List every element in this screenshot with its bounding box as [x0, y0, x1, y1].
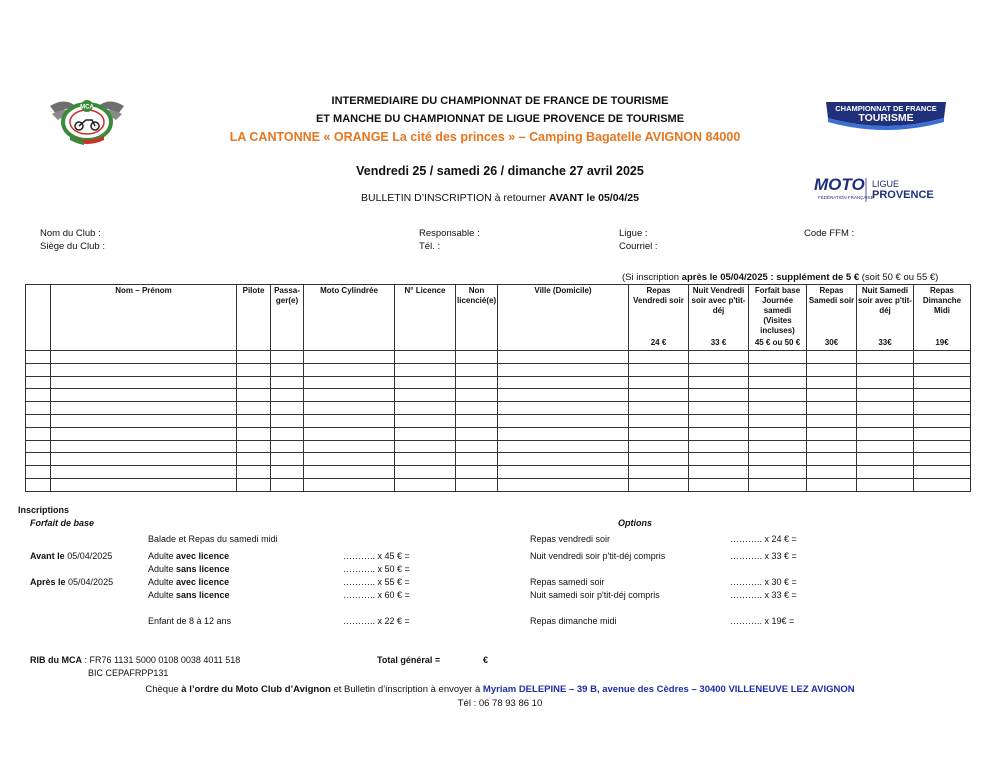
- table-cell[interactable]: [395, 466, 456, 479]
- table-cell[interactable]: [304, 478, 395, 491]
- footer-phone: Tél : 06 78 93 86 10: [457, 698, 543, 709]
- label-responsable: Responsable :: [419, 228, 480, 239]
- table-row: [26, 376, 971, 389]
- table-cell[interactable]: [689, 453, 749, 466]
- table-cell[interactable]: [26, 376, 51, 389]
- column-header: [304, 285, 395, 351]
- table-cell[interactable]: [26, 440, 51, 453]
- table-row: [26, 402, 971, 415]
- bulletin-deadline: BULLETIN D’INSCRIPTION à retourner AVANT le 05/04/25: [361, 192, 639, 204]
- table-cell[interactable]: [456, 389, 498, 402]
- championnat-france-tourisme-logo: [822, 100, 950, 132]
- total-label: Total général =: [377, 655, 441, 665]
- calc-apres-avec[interactable]: ……….. x 55 € =: [343, 577, 410, 587]
- table-cell[interactable]: [749, 363, 807, 376]
- table-cell[interactable]: [26, 351, 51, 364]
- column-header-label: Ville (Domicile): [534, 286, 592, 295]
- table-cell[interactable]: [689, 363, 749, 376]
- column-header-label: N° Licence: [404, 286, 446, 295]
- table-cell[interactable]: [271, 363, 304, 376]
- table-cell[interactable]: [914, 363, 971, 376]
- table-cell[interactable]: [237, 478, 271, 491]
- table-cell[interactable]: [271, 376, 304, 389]
- table-cell[interactable]: [749, 453, 807, 466]
- table-cell[interactable]: [807, 453, 857, 466]
- table-cell[interactable]: [304, 427, 395, 440]
- option-calc[interactable]: ……….. x 33 € =: [730, 551, 797, 561]
- table-cell[interactable]: [807, 363, 857, 376]
- label-tel: Tél. :: [419, 241, 441, 252]
- column-header: [26, 285, 51, 351]
- rib-line: RIB du MCA : FR76 1131 5000 0108 0038 4011 518: [30, 655, 241, 665]
- table-cell[interactable]: [914, 466, 971, 479]
- table-cell[interactable]: [749, 389, 807, 402]
- column-header-price: 24 €: [650, 338, 667, 347]
- table-cell[interactable]: [498, 453, 629, 466]
- table-cell[interactable]: [629, 427, 689, 440]
- adulte-avec-apres: Adulte avec licence: [148, 577, 230, 587]
- svg-text:LIGUE: LIGUE: [872, 179, 900, 189]
- table-cell[interactable]: [857, 389, 914, 402]
- table-row: [26, 478, 971, 491]
- option-calc[interactable]: ……….. x 33 € =: [730, 590, 797, 600]
- table-cell[interactable]: [51, 351, 237, 364]
- table-row: [26, 466, 971, 479]
- table-cell[interactable]: [749, 402, 807, 415]
- moto-club-avignon-logo: [48, 92, 126, 148]
- table-cell[interactable]: [304, 466, 395, 479]
- table-row: [26, 427, 971, 440]
- table-cell[interactable]: [51, 402, 237, 415]
- column-header-label: Non licencié(e): [457, 286, 497, 305]
- total-currency: €: [483, 655, 489, 665]
- column-header: [629, 285, 689, 351]
- table-cell[interactable]: [629, 478, 689, 491]
- table-cell[interactable]: [26, 427, 51, 440]
- table-cell[interactable]: [51, 440, 237, 453]
- table-cell[interactable]: [857, 478, 914, 491]
- table-cell[interactable]: [749, 351, 807, 364]
- label-code-ffm: Code FFM :: [804, 228, 855, 239]
- table-cell[interactable]: [26, 453, 51, 466]
- column-header: [51, 285, 237, 351]
- table-cell[interactable]: [271, 351, 304, 364]
- table-cell[interactable]: [807, 376, 857, 389]
- table-cell[interactable]: [237, 389, 271, 402]
- table-cell[interactable]: [456, 402, 498, 415]
- table-cell[interactable]: [304, 402, 395, 415]
- table-cell[interactable]: [629, 453, 689, 466]
- table-cell[interactable]: [749, 466, 807, 479]
- table-cell[interactable]: [271, 389, 304, 402]
- option-label: Repas dimanche midi: [530, 616, 617, 626]
- svg-text:PROVENCE: PROVENCE: [872, 189, 934, 201]
- table-cell[interactable]: [857, 402, 914, 415]
- table-cell[interactable]: [629, 466, 689, 479]
- table-cell[interactable]: [689, 478, 749, 491]
- table-cell[interactable]: [237, 376, 271, 389]
- table-cell[interactable]: [51, 466, 237, 479]
- balade-label: Balade et Repas du samedi midi: [148, 534, 278, 544]
- late-supplement-note: (Si inscription après le 05/04/2025 : supplément de 5 € (soit 50 € ou 55 €): [622, 272, 939, 283]
- table-cell[interactable]: [498, 402, 629, 415]
- table-cell[interactable]: [304, 363, 395, 376]
- table-cell[interactable]: [914, 376, 971, 389]
- svg-text:FÉDÉRATION FRANÇAISE: FÉDÉRATION FRANÇAISE: [818, 195, 874, 200]
- table-cell[interactable]: [51, 376, 237, 389]
- calc-avant-avec[interactable]: ……….. x 45 € =: [343, 551, 410, 561]
- table-cell[interactable]: [304, 440, 395, 453]
- table-cell[interactable]: [498, 376, 629, 389]
- table-cell[interactable]: [857, 440, 914, 453]
- column-header-label: Forfait base Journée samedi (Visites incluses): [754, 286, 801, 335]
- table-cell[interactable]: [271, 478, 304, 491]
- calc-enfant[interactable]: ……….. x 22 € =: [343, 616, 410, 626]
- table-cell[interactable]: [237, 440, 271, 453]
- table-cell[interactable]: [304, 351, 395, 364]
- column-header-label: Repas Vendredi soir: [633, 286, 684, 305]
- table-cell[interactable]: [689, 351, 749, 364]
- table-cell[interactable]: [498, 363, 629, 376]
- table-cell[interactable]: [395, 351, 456, 364]
- column-header: [498, 285, 629, 351]
- table-cell[interactable]: [271, 440, 304, 453]
- table-cell[interactable]: [629, 376, 689, 389]
- table-cell[interactable]: [395, 427, 456, 440]
- table-cell[interactable]: [689, 376, 749, 389]
- column-header-price: 45 € ou 50 €: [754, 338, 801, 347]
- table-cell[interactable]: [271, 402, 304, 415]
- table-cell[interactable]: [689, 427, 749, 440]
- column-header-price: 33€: [878, 338, 892, 347]
- table-cell[interactable]: [395, 376, 456, 389]
- table-cell[interactable]: [629, 414, 689, 427]
- table-cell[interactable]: [456, 427, 498, 440]
- table-cell[interactable]: [749, 427, 807, 440]
- svg-text:MOTO: MOTO: [814, 175, 865, 194]
- svg-text:CHAMPIONNAT DE FRANCE: CHAMPIONNAT DE FRANCE: [835, 104, 937, 113]
- table-cell[interactable]: [857, 427, 914, 440]
- table-cell[interactable]: [237, 453, 271, 466]
- forfait-heading: Forfait de base: [30, 518, 95, 528]
- title-line-2: ET MANCHE DU CHAMPIONNAT DE LIGUE PROVENCE DE TOURISME: [315, 113, 685, 125]
- table-cell[interactable]: [498, 427, 629, 440]
- table-cell[interactable]: [395, 478, 456, 491]
- column-header: [749, 285, 807, 351]
- label-siege-club: Siège du Club :: [40, 241, 105, 252]
- option-calc[interactable]: ……….. x 19€ =: [730, 616, 795, 626]
- column-header-price: 30€: [824, 338, 839, 347]
- ffm-ligue-provence-logo: [812, 172, 942, 210]
- column-header: [456, 285, 498, 351]
- option-calc[interactable]: ……….. x 24 € =: [730, 534, 797, 544]
- table-cell[interactable]: [629, 351, 689, 364]
- column-header-label: Nuit Vendredi soir avec p'tit-déj: [691, 286, 746, 315]
- column-header: [237, 285, 271, 351]
- table-cell[interactable]: [857, 414, 914, 427]
- adulte-avec-avant: Adulte avec licence: [148, 551, 230, 561]
- table-cell[interactable]: [456, 376, 498, 389]
- table-cell[interactable]: [629, 402, 689, 415]
- column-header-price: 33 €: [710, 338, 727, 347]
- adulte-sans-avant: Adulte sans licence: [148, 564, 230, 574]
- table-cell[interactable]: [807, 402, 857, 415]
- table-cell[interactable]: [689, 414, 749, 427]
- table-cell[interactable]: [395, 440, 456, 453]
- table-cell[interactable]: [51, 427, 237, 440]
- event-location-title: LA CANTONNE « ORANGE La cité des princes » – Camping Bagatelle AVIGNON 84000: [229, 130, 741, 144]
- table-cell[interactable]: [237, 402, 271, 415]
- table-cell[interactable]: [749, 414, 807, 427]
- table-cell[interactable]: [807, 478, 857, 491]
- table-cell[interactable]: [395, 414, 456, 427]
- table-row: [26, 389, 971, 402]
- table-cell[interactable]: [304, 389, 395, 402]
- column-header-label: Nuit Samedi soir avec p'tit-déj: [858, 286, 912, 315]
- column-header: [857, 285, 914, 351]
- table-cell[interactable]: [456, 453, 498, 466]
- table-cell[interactable]: [914, 389, 971, 402]
- table-cell[interactable]: [395, 363, 456, 376]
- registration-table: [25, 284, 971, 492]
- table-cell[interactable]: [629, 389, 689, 402]
- table-header-row: [26, 285, 971, 351]
- table-cell[interactable]: [857, 466, 914, 479]
- footer-address: Chèque à l’ordre du Moto Club d’Avignon et Bulletin d’inscription à envoyer à Myriam DELEPINE – 39 B, avenue des Cèdres – 30400 VILLENEUVE LEZ AVIGNON: [145, 684, 855, 695]
- column-header-price: 19€: [935, 338, 949, 347]
- table-cell[interactable]: [26, 363, 51, 376]
- table-cell[interactable]: [456, 351, 498, 364]
- column-header-label: Repas Samedi soir: [808, 286, 855, 305]
- column-header: [689, 285, 749, 351]
- table-cell[interactable]: [304, 453, 395, 466]
- bic-line: BIC CEPAFRPP131: [88, 668, 169, 678]
- table-cell[interactable]: [689, 402, 749, 415]
- enfant-label: Enfant de 8 à 12 ans: [148, 616, 232, 626]
- table-cell[interactable]: [271, 427, 304, 440]
- table-cell[interactable]: [51, 363, 237, 376]
- table-cell[interactable]: [498, 466, 629, 479]
- label-nom-club: Nom du Club :: [40, 228, 101, 239]
- table-cell[interactable]: [749, 478, 807, 491]
- title-line-1: INTERMEDIAIRE DU CHAMPIONNAT DE FRANCE DE TOURISME: [331, 95, 669, 107]
- table-cell[interactable]: [857, 453, 914, 466]
- table-cell[interactable]: [914, 402, 971, 415]
- table-cell[interactable]: [271, 466, 304, 479]
- option-label: Nuit samedi soir p'tit-déj compris: [530, 590, 660, 600]
- table-cell[interactable]: [689, 466, 749, 479]
- column-header: [807, 285, 857, 351]
- table-cell[interactable]: [629, 440, 689, 453]
- table-cell[interactable]: [26, 478, 51, 491]
- table-cell[interactable]: [304, 414, 395, 427]
- column-header-label: Repas Dimanche Midi: [922, 286, 962, 315]
- table-cell[interactable]: [914, 440, 971, 453]
- table-cell[interactable]: [304, 376, 395, 389]
- table-row: [26, 453, 971, 466]
- label-ligue: Ligue :: [619, 228, 648, 239]
- table-cell[interactable]: [26, 402, 51, 415]
- options-heading: Options: [618, 518, 652, 528]
- table-cell[interactable]: [456, 414, 498, 427]
- table-cell[interactable]: [456, 478, 498, 491]
- table-cell[interactable]: [807, 389, 857, 402]
- table-cell[interactable]: [237, 363, 271, 376]
- table-cell[interactable]: [456, 440, 498, 453]
- calc-apres-sans[interactable]: ……….. x 60 € =: [343, 590, 410, 600]
- event-dates: Vendredi 25 / samedi 26 / dimanche 27 avril 2025: [356, 164, 644, 178]
- table-cell[interactable]: [807, 427, 857, 440]
- table-cell[interactable]: [498, 440, 629, 453]
- table-cell[interactable]: [51, 453, 237, 466]
- table-row: [26, 440, 971, 453]
- table-cell[interactable]: [807, 351, 857, 364]
- table-cell[interactable]: [914, 427, 971, 440]
- column-header: [395, 285, 456, 351]
- table-cell[interactable]: [857, 376, 914, 389]
- table-cell[interactable]: [498, 478, 629, 491]
- table-cell[interactable]: [51, 478, 237, 491]
- adulte-sans-apres: Adulte sans licence: [148, 590, 230, 600]
- label-courriel: Courriel :: [619, 241, 658, 252]
- column-header: [914, 285, 971, 351]
- table-cell[interactable]: [857, 363, 914, 376]
- column-header-label: Pilote: [242, 286, 265, 295]
- table-cell[interactable]: [749, 376, 807, 389]
- table-cell[interactable]: [498, 389, 629, 402]
- table-cell[interactable]: [237, 414, 271, 427]
- table-cell[interactable]: [689, 389, 749, 402]
- option-label: Repas samedi soir: [530, 577, 605, 587]
- inscriptions-heading: Inscriptions: [18, 505, 70, 515]
- table-cell[interactable]: [456, 466, 498, 479]
- table-row: [26, 363, 971, 376]
- table-cell[interactable]: [237, 427, 271, 440]
- table-cell[interactable]: [914, 478, 971, 491]
- table-cell[interactable]: [857, 351, 914, 364]
- table-cell[interactable]: [749, 440, 807, 453]
- table-cell[interactable]: [914, 414, 971, 427]
- table-cell[interactable]: [395, 402, 456, 415]
- option-label: Nuit vendredi soir p'tit-déj compris: [530, 551, 666, 561]
- table-cell[interactable]: [807, 414, 857, 427]
- table-cell[interactable]: [51, 414, 237, 427]
- column-header-label: Moto Cylindrée: [320, 286, 378, 295]
- column-header: [271, 285, 304, 351]
- table-cell[interactable]: [807, 440, 857, 453]
- svg-text:TOURISME: TOURISME: [858, 112, 914, 124]
- table-cell[interactable]: [51, 389, 237, 402]
- table-cell[interactable]: [456, 363, 498, 376]
- table-row: [26, 351, 971, 364]
- avant-label: Avant le 05/04/2025: [30, 551, 113, 561]
- table-cell[interactable]: [914, 453, 971, 466]
- option-label: Repas vendredi soir: [530, 534, 611, 544]
- table-cell[interactable]: [807, 466, 857, 479]
- table-cell[interactable]: [395, 389, 456, 402]
- table-cell[interactable]: [26, 389, 51, 402]
- table-cell[interactable]: [689, 440, 749, 453]
- table-cell[interactable]: [26, 414, 51, 427]
- table-cell[interactable]: [629, 363, 689, 376]
- table-cell[interactable]: [237, 466, 271, 479]
- table-row: [26, 414, 971, 427]
- table-cell[interactable]: [395, 453, 456, 466]
- table-cell[interactable]: [237, 351, 271, 364]
- table-cell[interactable]: [498, 414, 629, 427]
- option-calc[interactable]: ……….. x 30 € =: [730, 577, 797, 587]
- svg-text:MCA: MCA: [80, 104, 94, 111]
- table-cell[interactable]: [26, 466, 51, 479]
- table-cell[interactable]: [914, 351, 971, 364]
- calc-avant-sans[interactable]: ……….. x 50 € =: [343, 564, 410, 574]
- apres-label: Après le 05/04/2025: [30, 577, 114, 587]
- table-cell[interactable]: [271, 453, 304, 466]
- table-cell[interactable]: [498, 351, 629, 364]
- column-header-label: Nom – Prénom: [115, 286, 172, 295]
- table-cell[interactable]: [271, 414, 304, 427]
- column-header-label: Passa-ger(e): [274, 286, 300, 305]
